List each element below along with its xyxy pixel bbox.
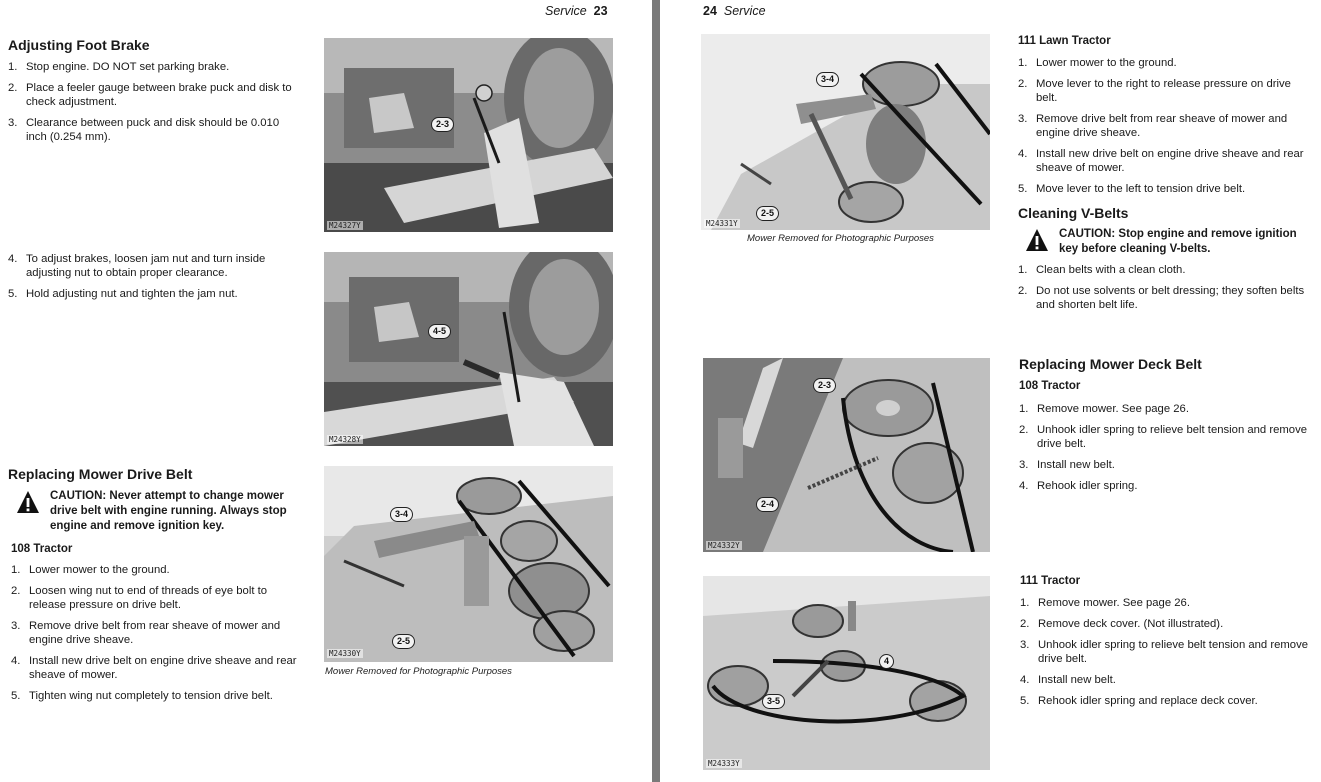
step-number: 4. bbox=[1020, 674, 1030, 686]
drive-belt-steps bbox=[11, 563, 301, 710]
step-number: 5. bbox=[1018, 183, 1028, 195]
photo-caption: Mower Removed for Photographic Purposes bbox=[747, 233, 934, 244]
page-gutter bbox=[652, 0, 660, 782]
photo-brake-adjust bbox=[324, 252, 613, 446]
list-item bbox=[1020, 617, 1310, 631]
step-text: Remove deck cover. (Not illustrated). bbox=[1038, 618, 1224, 630]
callout-label: 3-4 bbox=[390, 507, 413, 522]
step-text: Clearance between puck and disk should be 0.010 inch (0.254 mm). bbox=[26, 117, 280, 143]
photo-code: M24327Y bbox=[329, 221, 361, 230]
list-item bbox=[1018, 112, 1308, 140]
brake-adjust-illustration bbox=[324, 252, 613, 446]
list-item bbox=[8, 60, 298, 74]
step-text: Unhook idler spring to relieve belt tension and remove drive belt. bbox=[1037, 424, 1308, 450]
step-text: Hold adjusting nut and tighten the jam nut. bbox=[26, 288, 238, 300]
photo-mower-drive-belt bbox=[324, 466, 613, 662]
step-text: Place a feeler gauge between brake puck and disk to check adjustment. bbox=[26, 82, 292, 108]
step-text: Remove drive belt from rear sheave of mower and engine drive sheave. bbox=[1036, 113, 1288, 139]
list-item bbox=[11, 619, 301, 647]
step-number: 2. bbox=[11, 585, 21, 597]
list-item bbox=[8, 116, 298, 144]
step-text: Install new drive belt on engine drive sheave and rear sheave of mower. bbox=[1036, 148, 1304, 174]
header-section: Service bbox=[723, 4, 766, 18]
foot-brake-steps-b bbox=[8, 252, 298, 308]
list-item bbox=[1018, 56, 1308, 70]
right-page bbox=[660, 0, 1321, 782]
left-page bbox=[0, 0, 652, 782]
callout-label: 2-4 bbox=[756, 497, 779, 512]
step-number: 5. bbox=[8, 288, 18, 300]
step-text: Install new belt. bbox=[1037, 459, 1115, 471]
step-number: 2. bbox=[1018, 78, 1028, 90]
callout-label: 2-5 bbox=[756, 206, 779, 221]
step-text: Remove mower. See page 26. bbox=[1038, 597, 1190, 609]
step-text: Move lever to the left to tension drive belt. bbox=[1036, 183, 1246, 195]
list-item bbox=[1019, 458, 1309, 472]
photo-code: M24328Y bbox=[329, 435, 361, 444]
caution-text: CAUTION: Stop engine and remove ignition key before cleaning V-belts. bbox=[1059, 228, 1297, 255]
list-item bbox=[8, 81, 298, 109]
step-text: Stop engine. DO NOT set parking brake. bbox=[26, 61, 230, 73]
callout-label: 2-3 bbox=[813, 378, 836, 393]
step-number: 1. bbox=[1018, 264, 1028, 276]
step-text: Unhook idler spring to relieve belt tension and remove drive belt. bbox=[1038, 639, 1309, 665]
step-number: 1. bbox=[8, 61, 18, 73]
list-item bbox=[11, 563, 301, 577]
cleaning-caution bbox=[1025, 227, 1309, 257]
list-item bbox=[1020, 638, 1310, 666]
photo-deck-belt-111 bbox=[703, 576, 990, 770]
step-number: 3. bbox=[1018, 113, 1028, 125]
photo-code: M24330Y bbox=[329, 649, 361, 658]
list-item bbox=[8, 252, 298, 280]
lawn-tractor-illustration bbox=[701, 34, 990, 230]
warning-icon bbox=[16, 490, 40, 514]
callout-label: 2-5 bbox=[392, 634, 415, 649]
list-item bbox=[11, 654, 301, 682]
step-number: 4. bbox=[1019, 480, 1029, 492]
list-item bbox=[1018, 147, 1308, 175]
photo-brake-gauge bbox=[324, 38, 613, 232]
step-text: To adjust brakes, loosen jam nut and turn inside adjusting nut to obtain proper clearance. bbox=[26, 253, 266, 279]
step-text: Move lever to the right to release pressure on drive belt. bbox=[1036, 78, 1291, 104]
list-item bbox=[11, 689, 301, 703]
step-number: 4. bbox=[8, 253, 18, 265]
list-item bbox=[1019, 479, 1309, 493]
step-number: 5. bbox=[11, 690, 21, 702]
deck-belt-steps-108 bbox=[1019, 402, 1309, 500]
step-text: Install new drive belt on engine drive sheave and rear sheave of mower. bbox=[29, 655, 297, 681]
step-text: Install new belt. bbox=[1038, 674, 1116, 686]
right-page-header bbox=[703, 4, 766, 18]
list-item bbox=[1020, 694, 1310, 708]
deck-belt-111-illustration bbox=[703, 576, 990, 770]
callout-label: 2-3 bbox=[431, 117, 454, 132]
deck-belt-title: Replacing Mower Deck Belt bbox=[1019, 356, 1202, 372]
photo-code: M24331Y bbox=[706, 219, 738, 228]
deck-belt-subtitle-108: 108 Tractor bbox=[1019, 380, 1081, 392]
photo-code: M24333Y bbox=[708, 759, 740, 768]
step-text: Do not use solvents or belt dressing; they soften belts and shorten belt life. bbox=[1036, 285, 1305, 311]
left-page-header bbox=[545, 4, 608, 18]
step-text: Clean belts with a clean cloth. bbox=[1036, 264, 1186, 276]
photo-lawn-tractor-belt bbox=[701, 34, 990, 230]
step-text: Loosen wing nut to end of threads of eye bolt to release pressure on drive belt. bbox=[29, 585, 268, 611]
drive-belt-subtitle: 108 Tractor bbox=[11, 543, 73, 555]
cleaning-title: Cleaning V-Belts bbox=[1018, 205, 1129, 221]
caution-text: CAUTION: Never attempt to change mower drive belt with engine running. Always stop engine and remove ignition key. bbox=[50, 490, 287, 532]
warning-icon bbox=[1025, 228, 1049, 252]
lawn-tractor-subtitle: 111 Lawn Tractor bbox=[1018, 35, 1111, 47]
step-number: 3. bbox=[11, 620, 21, 632]
list-item bbox=[1020, 673, 1310, 687]
list-item bbox=[1019, 423, 1309, 451]
step-number: 3. bbox=[1020, 639, 1030, 651]
photo-caption: Mower Removed for Photographic Purposes bbox=[325, 666, 512, 677]
callout-label: 4-5 bbox=[428, 324, 451, 339]
header-section: Service bbox=[545, 4, 587, 18]
photo-deck-belt-108 bbox=[703, 358, 990, 552]
list-item bbox=[11, 584, 301, 612]
list-item bbox=[1018, 77, 1308, 105]
step-text: Tighten wing nut completely to tension drive belt. bbox=[29, 690, 273, 702]
step-number: 1. bbox=[1019, 403, 1029, 415]
list-item bbox=[1019, 402, 1309, 416]
deck-belt-subtitle-111: 111 Tractor bbox=[1020, 575, 1081, 587]
drive-belt-title: Replacing Mower Drive Belt bbox=[8, 466, 193, 482]
drive-belt-illustration bbox=[324, 466, 613, 662]
step-number: 3. bbox=[1019, 459, 1029, 471]
drive-belt-caution bbox=[16, 489, 300, 534]
step-number: 1. bbox=[1018, 57, 1028, 69]
step-number: 1. bbox=[1020, 597, 1030, 609]
list-item bbox=[1018, 182, 1308, 196]
step-number: 4. bbox=[1018, 148, 1028, 160]
step-text: Rehook idler spring. bbox=[1037, 480, 1138, 492]
list-item bbox=[1020, 596, 1310, 610]
callout-label: 3-4 bbox=[816, 72, 839, 87]
photo-code: M24332Y bbox=[708, 541, 740, 550]
step-number: 4. bbox=[11, 655, 21, 667]
cleaning-steps bbox=[1018, 263, 1308, 319]
list-item bbox=[8, 287, 298, 301]
step-text: Remove drive belt from rear sheave of mower and engine drive sheave. bbox=[29, 620, 281, 646]
step-text: Lower mower to the ground. bbox=[1036, 57, 1177, 69]
step-number: 2. bbox=[1019, 424, 1029, 436]
list-item bbox=[1018, 284, 1308, 312]
foot-brake-title: Adjusting Foot Brake bbox=[8, 37, 150, 53]
list-item bbox=[1018, 263, 1308, 277]
step-text: Remove mower. See page 26. bbox=[1037, 403, 1189, 415]
header-page-number: 24 bbox=[703, 4, 717, 18]
deck-belt-steps-111 bbox=[1020, 596, 1310, 715]
step-number: 1. bbox=[11, 564, 21, 576]
foot-brake-steps-a bbox=[8, 60, 298, 151]
step-number: 2. bbox=[1018, 285, 1028, 297]
step-number: 2. bbox=[8, 82, 18, 94]
step-text: Lower mower to the ground. bbox=[29, 564, 170, 576]
lawn-tractor-steps bbox=[1018, 56, 1308, 203]
brake-gauge-illustration bbox=[324, 38, 613, 232]
step-number: 3. bbox=[8, 117, 18, 129]
step-number: 2. bbox=[1020, 618, 1030, 630]
deck-belt-108-illustration bbox=[703, 358, 990, 552]
callout-label: 3-5 bbox=[762, 694, 785, 709]
callout-label: 4 bbox=[879, 654, 894, 669]
step-number: 5. bbox=[1020, 695, 1030, 707]
step-text: Rehook idler spring and replace deck cover. bbox=[1038, 695, 1258, 707]
header-page-number: 23 bbox=[593, 4, 608, 18]
